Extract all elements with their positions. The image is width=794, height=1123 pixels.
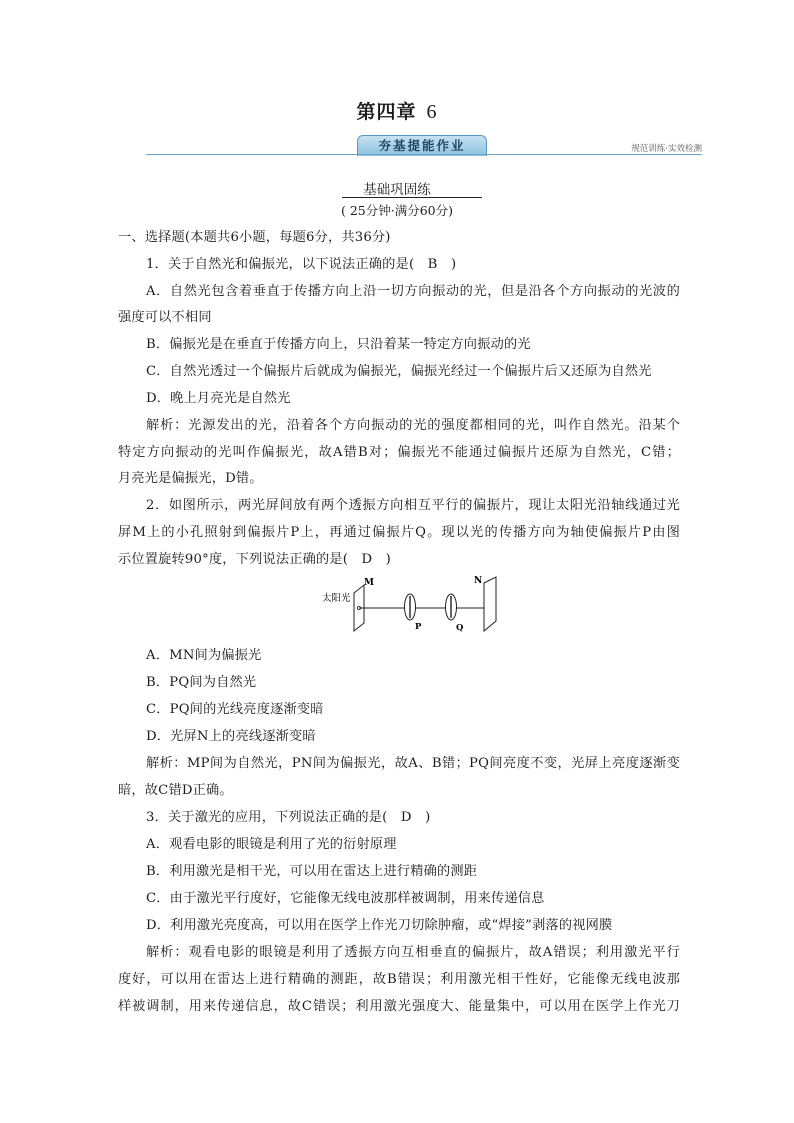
screen-n-label: N: [474, 576, 483, 586]
q3-explanation-2: 度好，可以用在雷达上进行精确的测距，故B错误；利用激光相干性好，它能像无线电波那: [118, 972, 680, 987]
q3-stem: 3．关于激光的应用，下列说法正确的是( D ): [146, 810, 431, 825]
sunlight-label: 太阳光: [322, 593, 351, 604]
q3-option-d: D．利用激光亮度高，可以用在医学上作光刀切除肿瘤，或“焊接”剥落的视网膜: [146, 918, 613, 933]
q3-explanation-1: 解析：观看电影的眼镜是利用了透振方向互相垂直的偏振片，故A错误；利用激光平行: [146, 945, 680, 960]
q2-stem-3: 示位置旋转90°度，下列说法正确的是( D ): [118, 552, 392, 567]
section-title: 基础巩固练: [363, 182, 431, 198]
q2-explanation-1: 解析：MP间为自然光，PN间为偏振光，故A、B错；PQ间亮度不变，光屏上亮度逐渐变: [146, 756, 680, 771]
homework-banner: 夯基提能作业: [357, 135, 487, 156]
polarizer-diagram: [318, 575, 504, 635]
q3-option-b: B．利用激光是相干光，可以用在雷达上进行精确的测距: [146, 864, 478, 879]
q1-explanation-3: 月亮光是偏振光，D错。: [118, 471, 263, 486]
q3-option-a: A．观看电影的眼镜是利用了光的衍射原理: [146, 837, 397, 852]
screen-m-label: M: [364, 578, 374, 588]
q1-option-a-cont: 强度可以不相同: [118, 310, 212, 325]
q1-explanation-2: 特定方向振动的光叫作偏振光，故A错B对；偏振光不能通过偏振片还原为自然光，C错；: [118, 445, 680, 460]
q2-option-c: C．PQ间的光线亮度逐渐变暗: [146, 702, 324, 717]
q1-stem: 1．关于自然光和偏振光，以下说法正确的是( B ): [146, 257, 457, 272]
header-rule: [146, 154, 702, 155]
q1-option-d: D．晚上月亮光是自然光: [146, 391, 291, 406]
q1-option-c: C．自然光透过一个偏振片后就成为偏振光，偏振光经过一个偏振片后又还原为自然光: [146, 364, 652, 379]
section-underline: [342, 197, 482, 198]
screen-n: [484, 577, 496, 631]
q1-option-a: A．自然光包含着垂直于传播方向上沿一切方向振动的光，但是沿各个方向振动的光波的: [146, 284, 680, 299]
part-heading: 一、选择题(本题共6小题，每题6分，共36分): [118, 230, 391, 245]
header-tagline: 规范训练·实效检测: [631, 144, 702, 154]
q2-explanation-2: 暗，故C错D正确。: [118, 783, 233, 798]
q2-stem-1: 2．如图所示，两光屏间放有两个透振方向相互平行的偏振片，现让太阳光沿轴线通过光: [146, 498, 680, 513]
q1-explanation-1: 解析：光源发出的光，沿着各个方向振动的光的强度都相同的光，叫作自然光。沿某个: [146, 418, 680, 433]
q2-option-a: A．MN间为偏振光: [146, 648, 262, 663]
q2-option-b: B．PQ间为自然光: [146, 675, 257, 690]
q2-stem-2: 屏M上的小孔照射到偏振片P上，再通过偏振片Q。现以光的传播方向为轴使偏振片P由图: [118, 525, 680, 540]
lesson-number: 6: [426, 101, 438, 123]
section-meta: ( 25分钟·满分60分): [340, 203, 453, 218]
q2-option-d: D．光屏N上的亮线逐渐变暗: [146, 729, 316, 744]
polarizer-q-label: Q: [456, 623, 464, 633]
q3-explanation-3: 样被调制，用来传递信息，故C错误；利用激光强度大、能量集中，可以用在医学上作光刀: [118, 999, 680, 1014]
chapter-label: 第四章: [356, 101, 417, 123]
q1-option-b: B．偏振光是在垂直于传播方向上，只沿着某一特定方向振动的光: [146, 337, 531, 352]
chapter-title: [0, 97, 794, 124]
polarizer-p-label: P: [415, 622, 422, 632]
q3-option-c: C．由于激光平行度好，它能像无线电波那样被调制，用来传递信息: [146, 891, 545, 906]
